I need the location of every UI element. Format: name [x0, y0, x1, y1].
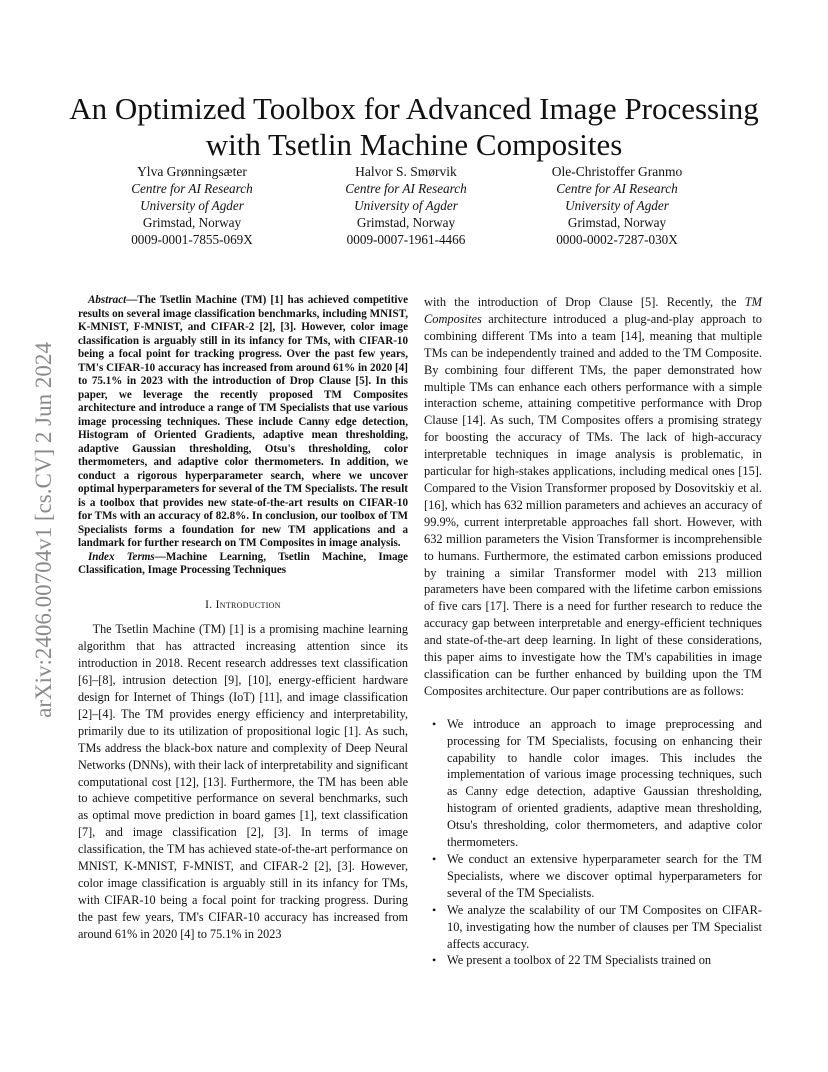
list-item — [424, 716, 762, 851]
author-orcid: 0009-0007-1961-4466 — [346, 232, 466, 247]
intro-text-a: with the introduction of Drop Clause [5]. Recently, the — [424, 295, 745, 309]
bullet-icon: • — [432, 852, 437, 866]
author-organization: University of Agder — [565, 198, 669, 213]
author-department: Centre for AI Research — [345, 181, 467, 196]
paper-title: An Optimized Toolbox for Advanced Image Processing with Tsetlin Machine Composites — [69, 90, 759, 162]
arxiv-stamp-text: arXiv:2406.00704v1 [cs.CV] 2 Jun 2024 — [31, 342, 57, 718]
author-name: Halvor S. Smørvik — [355, 164, 457, 179]
bullet-icon: • — [432, 902, 437, 917]
intro-continuation — [424, 294, 762, 700]
list-item — [424, 902, 762, 953]
intro-paragraph: The Tsetlin Machine (TM) [1] is a promising machine learning algorithm that has attracted increasing attention since its introduction in 2018. Recent research addresses text classification [6]–[8], intrusion detection [9], [10], energy-efficient hardware design for Internet of Things (IoT) [11], and image classification [2]–[4]. The TM provides energy efficiency and interpretability, primarily due to its utilization of propositional logic [1]. As such, TMs address the black-box nature and complexity of Deep Neural Networks (DNNs), with their lack of interpretability and significant computational cost [12], [13]. Furthermore, the TM has been able to achieve competitive performance on several benchmarks, such as optimal move prediction in board games [1], text classification [7], and image classification [2], [3]. In terms of image classification, the TM has achieved state-of-the-art performance on MNIST, K-MNIST, F-MNIST, and CIFAR-2 [2], [3]. However, color image classification is arguably still in its infancy for TMs, with CIFAR-10 being a focal point for tracking progress. During the past few years, TM's CIFAR-10 accuracy has increased from around 61% in 2020 [4] to 75.1% in 2023 — [78, 622, 408, 941]
bullet-icon: • — [432, 953, 437, 968]
abstract — [78, 294, 408, 551]
list-item — [424, 952, 762, 969]
author-block-2 — [291, 163, 521, 248]
bullet-icon: • — [432, 716, 437, 731]
list-item — [424, 851, 762, 902]
list-item-text: We analyze the scalability of our TM Composites on CIFAR-10, investigating how the number of clauses per TM Specialist affects accuracy. — [447, 902, 762, 951]
author-orcid: 0009-0001-7855-069X — [131, 232, 253, 247]
list-item-text: We present a toolbox of 22 TM Specialists trained on — [447, 953, 712, 968]
author-block-3 — [502, 163, 732, 248]
intro-emphasis: TM Composites — [424, 295, 762, 326]
index-terms-text: —Machine Learning, Tsetlin Machine, Image Classification, Image Processing Techniques — [78, 550, 408, 576]
arxiv-stamp — [24, 296, 64, 764]
author-organization: University of Agder — [140, 198, 244, 213]
abstract-text: —The Tsetlin Machine (TM) [1] has achieved competitive results on several image classification benchmarks, including MNIST, K-MNIST, F-MNIST, and CIFAR-2 [2], [3]. However, color image classification is arguably still in its infancy for TMs, with CIFAR-10 being a focal point for tracking progress. Over the past few years, TM's CIFAR-10 accuracy has increased from around 61% in 2020 [4] to 75.1% in 2023 with the introduction of Drop Clause [5]. In this paper, we leverage the recently proposed TM Composites architecture and introduce a range of TM Specialists that use various image processing techniques. These include Canny edge detection, Histogram of Oriented Gradients, adaptive mean thresholding, adaptive Gaussian thresholding, Otsu's thresholding, color thermometers, and adaptive color thermometers. In addition, we conduct a rigorous hyperparameter search, where we uncover optimal hyperparameters for several of the TM Specialists. The result is a toolbox that provides new state-of-the-art results on CIFAR-10 for TMs with an accuracy of 82.8%. In conclusion, our toolbox of TM Specialists forms a foundation for new TM applications and a landmark for further research on TM Composites in image analysis. — [78, 294, 408, 549]
author-location: Grimstad, Norway — [142, 215, 242, 230]
right-column — [424, 294, 762, 969]
index-terms — [78, 551, 408, 578]
contributions-list — [424, 716, 762, 970]
left-column — [78, 294, 408, 943]
author-department: Centre for AI Research — [131, 181, 253, 196]
author-name: Ylva Grønningsæter — [137, 164, 247, 179]
author-location: Grimstad, Norway — [356, 215, 456, 230]
author-department: Centre for AI Research — [556, 181, 678, 196]
index-terms-lead: Index Terms — [87, 550, 155, 563]
author-name: Ole-Christoffer Granmo — [551, 164, 683, 179]
author-orcid: 0000-0002-7287-030X — [556, 232, 678, 247]
intro-text-b: architecture introduced a plug-and-play approach to combining different TMs into a team [14], meaning that multiple TMs can be independently trained and added to the TM Composite. By combining four different TMs, the paper demonstrated how multiple TMs can enhance each others performance with a simple interaction scheme, attaining competitive performance with Drop Clause [14]. As such, TM Composites offers a promising strategy for boosting the accuracy of TMs. The lack of high-accuracy interpretable techniques in image analysis is problematic, in particular for high-stakes applications, including medical ones [15]. Compared to the Vision Transformer proposed by Dosovitskiy et al. [16], which has 632 million parameters and achieves an accuracy of 99.9%, current interpretable approaches fall short. However, with 632 million parameters the Vision Transformer is incomprehensible to humans. Furthermore, the estimated carbon emissions produced by training a similar Transformer model with 213 million parameters have been compared with the lifetime carbon emissions of five cars [17]. There is a need for further research to reduce the accuracy gap between interpretable and energy-efficient techniques and state-of-the-art deep learning. In light of these considerations, this paper aims to investigate how the TM's capabilities in image classification can be further enhanced by building upon the TM Composites architecture. Our paper contributions are as follows: — [424, 311, 762, 698]
list-item-text: We conduct an extensive hyperparameter search for the TM Specialists, where we discover optimal hyperparameters for several of the TM Specialists. — [447, 852, 762, 900]
list-item-text: We introduce an approach to image preprocessing and processing for TM Specialists, focusing on enhancing their capability to handle color images. This includes the implementation of various image processing techniques, such as Canny edge detection, adaptive Gaussian thresholding, histogram of oriented gradients, adaptive mean thresholding, Otsu's thresholding, color thermometers, and adaptive color thermometers. — [447, 716, 762, 850]
section-heading-introduction: I. Introduction — [205, 598, 281, 611]
author-location: Grimstad, Norway — [567, 215, 667, 230]
abstract-lead: Abstract — [87, 294, 127, 306]
author-organization: University of Agder — [354, 198, 458, 213]
author-block-1 — [77, 163, 307, 248]
